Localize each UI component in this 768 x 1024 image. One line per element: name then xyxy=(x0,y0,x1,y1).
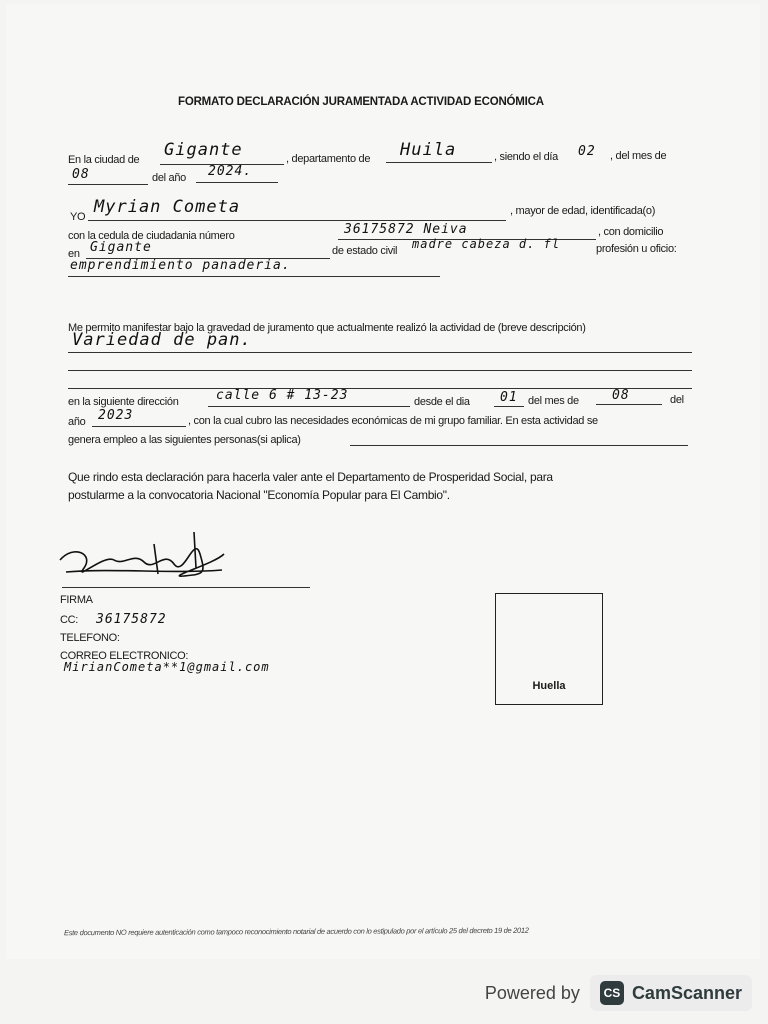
email-handwritten: MirianCometa**1@gmail.com xyxy=(64,660,270,674)
month-line xyxy=(68,184,148,185)
declaration-line-2: postularme a la convocatoria Nacional "Economía Popular para El Cambio". xyxy=(68,488,450,502)
address-line xyxy=(208,406,410,407)
telefono-label: TELEFONO: xyxy=(60,632,120,644)
camscanner-watermark xyxy=(485,975,752,1011)
p1-text-3: , siendo el día xyxy=(494,151,558,163)
department-handwritten: Huila xyxy=(400,140,457,160)
activity-line-2 xyxy=(68,370,692,371)
p3-text-6: año xyxy=(68,416,86,428)
p3-text-7: , con la cual cubro las necesidades económicas de mi grupo familiar. En esta actividad se xyxy=(188,415,598,427)
p1-text-4: , del mes de xyxy=(610,150,667,162)
p1-text-1: En la ciudad de xyxy=(68,154,140,166)
camscanner-logo-icon: CS xyxy=(600,981,624,1005)
p3-text-4: del mes de xyxy=(528,395,579,407)
p3-text-1: Me permito manifestar bajo la gravedad de juramento que actualmente realizó la actividad de (breve descripción) xyxy=(68,322,586,334)
month-handwritten: 08 xyxy=(72,167,90,182)
p2-text-1: , mayor de edad, identificada(o) xyxy=(510,205,656,217)
firma-label: FIRMA xyxy=(60,594,93,606)
since-day-handwritten: 01 xyxy=(500,390,518,405)
address-handwritten: calle 6 # 13-23 xyxy=(216,388,349,403)
cc-value-handwritten: 36175872 xyxy=(96,612,167,627)
year-handwritten: 2024. xyxy=(208,164,253,179)
activity-line-3 xyxy=(68,388,692,389)
since-month-line xyxy=(596,404,662,405)
since-month-handwritten: 08 xyxy=(612,388,630,403)
department-line xyxy=(386,162,492,163)
name-line xyxy=(88,220,506,221)
day-handwritten: 02 xyxy=(578,144,596,159)
activity-handwritten: Variedad de pan. xyxy=(72,330,252,350)
p2-text-4: en xyxy=(68,248,80,260)
signature-line xyxy=(62,587,310,588)
scanned-page xyxy=(6,4,760,959)
city-handwritten: Gigante xyxy=(164,140,243,160)
year-line xyxy=(196,182,278,183)
since-year-handwritten: 2023 xyxy=(98,408,134,423)
profession-handwritten: emprendimiento panaderia. xyxy=(70,258,291,273)
declaration-line-1: Que rindo esta declaración para hacerla valer ante el Departamento de Prosperidad Social, para xyxy=(68,470,553,484)
p3-text-3: desde el dia xyxy=(414,396,470,408)
p3-text-8: genera empleo a las siguientes personas(si aplica) xyxy=(68,434,301,446)
since-day-line xyxy=(494,406,524,407)
huella-label: Huella xyxy=(532,680,566,692)
p1-text-5: del año xyxy=(152,172,186,184)
cc-label: CC: xyxy=(60,614,79,626)
profession-line xyxy=(68,276,440,277)
civil-status-handwritten: madre cabeza d. fl xyxy=(412,237,561,251)
p3-text-2: en la siguiente dirección xyxy=(68,396,179,408)
p2-text-6: profesión u oficio: xyxy=(596,243,677,255)
camscanner-brand: CamScanner xyxy=(631,982,742,1003)
employment-line xyxy=(350,445,688,446)
p3-text-5: del xyxy=(670,394,684,406)
p2-text-5: de estado civil xyxy=(332,245,398,257)
camscanner-badge xyxy=(590,975,752,1011)
p2-text-2: con la cedula de ciudadania número xyxy=(68,230,235,242)
p2-text-3: , con domicilio xyxy=(598,226,664,238)
name-handwritten: Myrian Cometa xyxy=(94,197,241,217)
p2-yo: YO xyxy=(70,211,86,223)
activity-line-1 xyxy=(68,352,692,353)
powered-by-text: Powered by xyxy=(484,982,580,1003)
signature-scribble xyxy=(54,524,234,594)
fingerprint-box xyxy=(495,593,603,705)
id-number-handwritten: 36175872 Neiva xyxy=(344,222,468,237)
correo-label: CORREO ELECTRONICO: xyxy=(60,650,189,662)
since-year-line xyxy=(92,426,186,427)
legal-footer-note: Este documento NO requiere autenticación como tampoco reconocimiento notarial de acuerdo con lo estipulado por el artículo 25 del decreto 19 de 2012 xyxy=(64,925,529,938)
document-title: FORMATO DECLARACIÓN JURAMENTADA ACTIVIDAD ECONÓMICA xyxy=(178,96,544,108)
domicile-handwritten: Gigante xyxy=(90,240,152,255)
p1-text-2: , departamento de xyxy=(286,153,371,165)
